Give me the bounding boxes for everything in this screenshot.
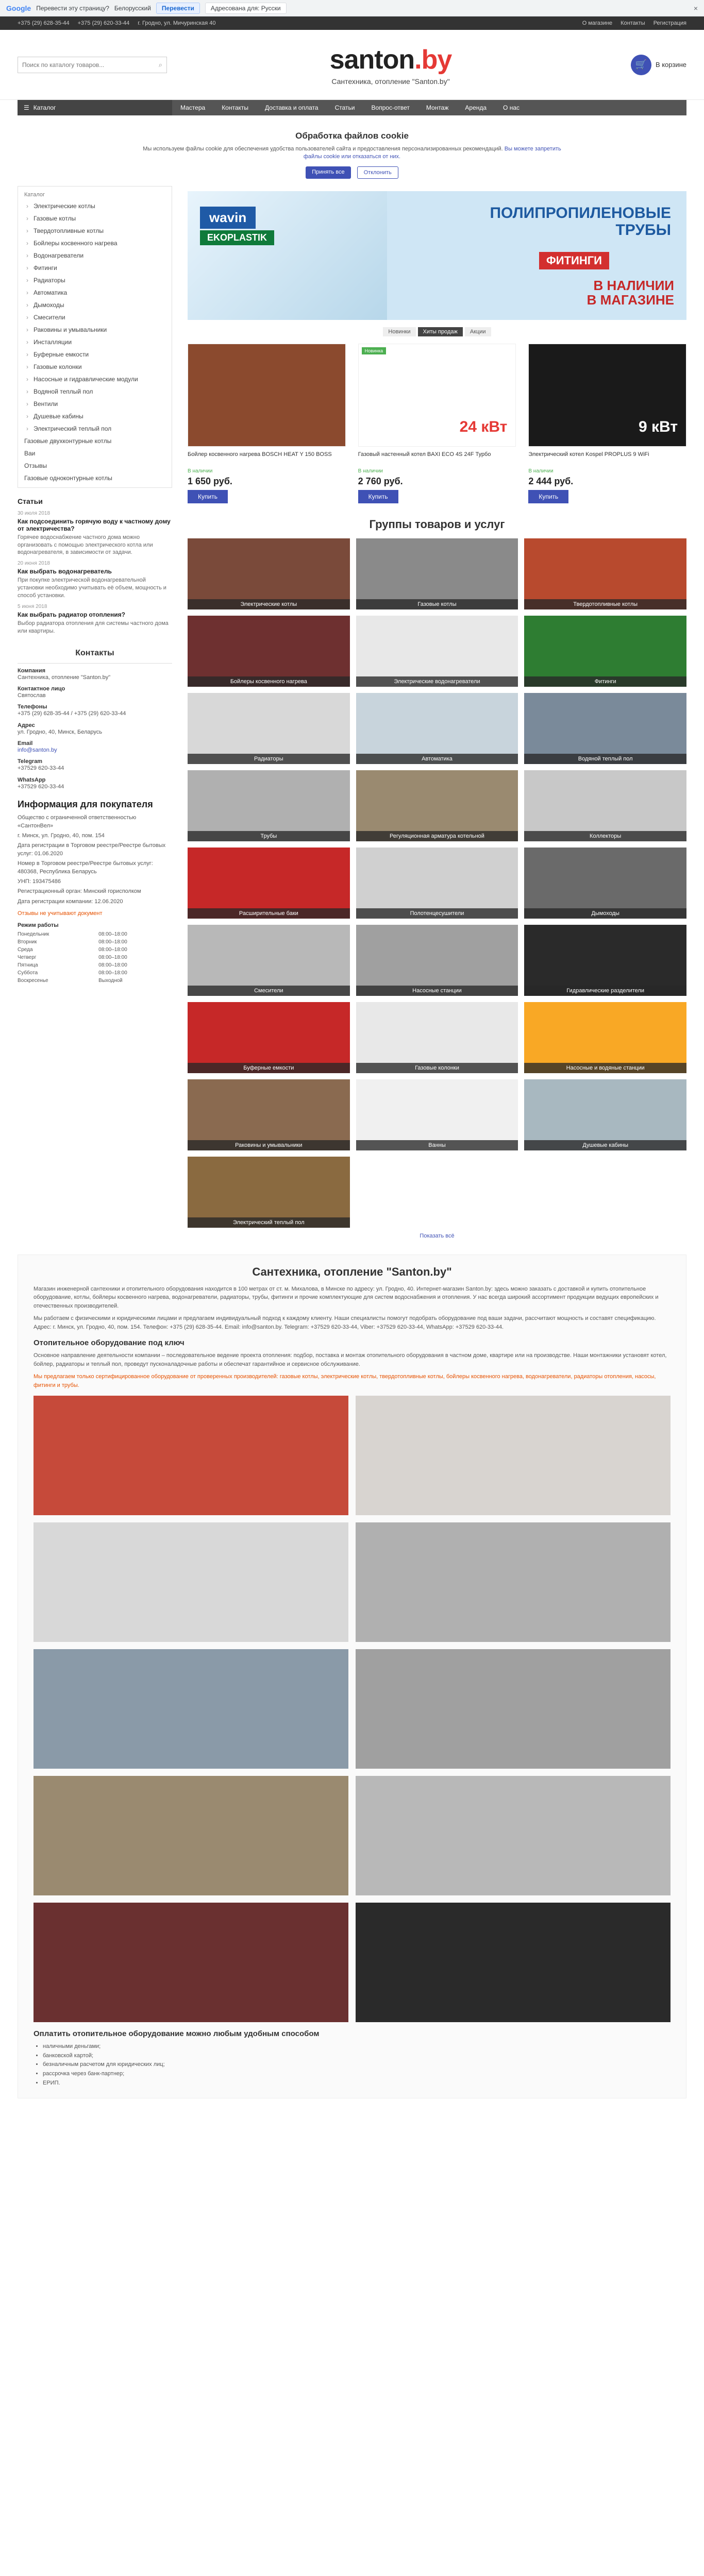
site-logo[interactable]: santon.by [329,44,452,75]
nav-item-installation[interactable]: Монтаж [426,104,449,111]
nav-item-delivery[interactable]: Доставка и оплата [265,104,319,111]
group-label[interactable]: Насосные станции [356,986,518,996]
translate-lang-from[interactable]: Белорусский [114,4,151,12]
group-label[interactable]: Трубы [188,831,350,841]
hours-time: 08:00–18:00 [98,946,127,953]
hours-day: Воскресенье [18,977,48,984]
group-label[interactable]: Насосные и водяные станции [524,1063,686,1073]
article-paragraph-4: Мы предлагаем только сертифицированное оборудование от проверенных производителей: газовые котлы, электрические котлы, твердотопливные котлы, бойлеры косвенного нагрева, водонагреватели, радиаторы отопления, насосы, фитинги и трубы. [33,1374,656,1388]
sidebar-item[interactable]: Газовые одноконтурные котлы [24,474,112,482]
product-price: 2 444 руб. [528,476,574,486]
sidebar-item[interactable]: Газовые двухконтурные котлы [24,437,112,445]
group-tile[interactable] [524,770,686,841]
translate-always-button[interactable]: Адресована для: Русски [205,3,287,14]
group-tile[interactable] [356,693,518,764]
sidebar-item[interactable]: › Электрический теплый пол [18,422,172,435]
info-line: г. Минск, ул. Гродно, 40, пом. 154 [18,833,105,839]
nav-item-faq[interactable]: Вопрос-ответ [371,104,410,111]
sidebar-item[interactable]: › Радиаторы [18,274,172,286]
store-photo [33,1522,348,1642]
group-tile[interactable] [524,1079,686,1150]
group-label[interactable]: Дымоходы [524,908,686,919]
contacts-list [18,668,172,791]
store-photo [33,1396,348,1515]
hours-day: Среда [18,946,33,953]
group-tile[interactable] [356,1002,518,1073]
article-excerpt: При покупке электрической водонагревательной установки необходимо учитывать её объем, мощность и способ установки. [18,577,166,599]
contact-label: Контактное лицо [18,685,65,692]
group-tile[interactable] [188,1002,350,1073]
groups-title: Группы товаров и услуг [369,517,505,531]
search-input[interactable] [22,61,156,69]
translate-button[interactable]: Перевести [156,3,200,14]
warranty-note: Отзывы не учитывают документ [18,910,103,917]
group-tile[interactable] [188,1079,350,1150]
article-paragraph-1: Магазин инженерной сантехники и отопительного оборудования находится в 100 метрах от ст. м. Михалова, в Минске по адресу: ул. Гродно, 40. Интернет-магазин Santon.by: здесь можно заказать с доставкой и купить отопительное оборудование, котлы, бойлеры косвенного нагрева, водонагреватели, радиаторы, трубы, фитинги и прочие комплектующие для систем водоснабжения и отопления. У нас всегда широкий ассортимент продукции ведущих европейских и отечественных производителей. [33,1285,659,1309]
nav-item-articles[interactable]: Статьи [334,104,355,111]
group-label[interactable]: Электрический теплый пол [188,1217,350,1228]
hours-day: Четверг [18,954,37,960]
payment-method: • наличными деньгами; [43,2042,671,2052]
banner-stock: В НАЛИЧИИ В МАГАЗИНЕ [586,277,674,308]
hours-time: 08:00–18:00 [98,954,127,960]
sidebar-item[interactable]: › Автоматика [18,286,172,299]
close-icon[interactable]: × [693,4,698,12]
hours-title: Режим работы [18,922,59,928]
product-badge: Новинка [362,347,386,354]
contact-label: Email [18,740,33,747]
group-label[interactable]: Полотенцесушители [356,908,518,919]
group-label[interactable]: Электрические водонагреватели [356,676,518,687]
sidebar-item[interactable]: › Газовые колонки [18,361,172,373]
group-tile[interactable] [524,616,686,687]
hours-row [18,977,172,985]
sidebar-item[interactable]: › Водяной теплый пол [18,385,172,398]
product-price: 1 650 руб. [188,476,232,486]
articles-title: Статьи [18,497,43,505]
hours-day: Понедельник [18,931,49,937]
translate-prompt: Перевести эту страницу? [36,4,109,12]
contact-label: Адрес [18,722,35,728]
cart-icon[interactable]: 🛒 [631,55,651,75]
group-tile[interactable] [356,616,518,687]
nav-item-rent[interactable]: Аренда [465,104,487,111]
group-tile[interactable] [188,538,350,609]
group-label[interactable]: Газовые котлы [356,599,518,609]
hours-table [18,930,172,985]
search-icon[interactable]: ⌕ [158,60,162,69]
group-tile[interactable] [356,770,518,841]
sidebar-item[interactable]: › Фитинги [18,262,172,274]
top-link-contacts[interactable]: Контакты [621,20,645,26]
phone-1[interactable]: +375 (29) 628-35-44 [18,20,70,26]
promo-banner[interactable] [188,191,686,320]
products-tabs [188,327,686,336]
sidebar-catalog [18,186,172,488]
contacts-title: Контакты [18,643,172,664]
product-name[interactable]: Бойлер косвенного нагрева BOSCH HEAT Y 150 BOSS [188,451,332,457]
product-availability: В наличии [188,468,213,474]
cart[interactable] [614,55,686,75]
article-date: 20 июня 2018 [18,561,50,567]
top-bar [0,16,704,30]
sidebar-item[interactable]: › Смесители [18,311,172,324]
sidebar-item[interactable]: › Бойлеры косвенного нагрева [18,237,172,249]
article-date: 5 июня 2018 [18,603,47,609]
nav-catalog-button[interactable]: ☰ Каталог [18,100,172,115]
sidebar-heading: Каталог [24,191,45,198]
group-tile[interactable] [188,693,350,764]
main-content [188,186,686,1239]
menu-icon: ☰ [24,104,29,111]
store-photo [356,1776,671,1895]
group-tile[interactable] [524,1002,686,1073]
hours-day: Вторник [18,939,37,945]
cookie-reject-button[interactable]: Отклонить [357,166,398,179]
store-photo [356,1396,671,1515]
group-tile[interactable] [188,925,350,996]
buy-button[interactable]: Купить [188,490,228,503]
sidebar-item[interactable]: › Душевые кабины [18,410,172,422]
nav-item-masters[interactable]: Мастера [180,104,206,111]
group-tile[interactable] [188,616,350,687]
contact-value: +375 (29) 628-35-44 / +375 (29) 620-33-44 [18,710,126,717]
logo-wrap [167,44,614,86]
group-label[interactable]: Твердотопливные котлы [524,599,686,609]
store-photo [33,1903,348,2022]
group-label[interactable]: Регуляционная арматура котельной [356,831,518,841]
content-layout [0,186,704,1239]
contact-label: Компания [18,667,46,674]
cart-label: В корзине [655,61,686,69]
contact-value: Святослав [18,692,46,699]
group-label[interactable]: Радиаторы [188,754,350,764]
group-label[interactable]: Душевые кабины [524,1140,686,1150]
payment-method: • рассрочка через банк-партнер; [43,2070,671,2079]
translate-bar [0,0,704,16]
sidebar-item[interactable]: › Насосные и гидравлические модули [18,373,172,385]
info-line: Общество с ограниченной ответственностью «СантонВел» [18,815,137,829]
product-availability: В наличии [358,468,383,474]
group-label[interactable]: Газовые колонки [356,1063,518,1073]
info-list [18,814,172,906]
phone-2[interactable]: +375 (29) 620-33-44 [77,20,130,26]
hours-row [18,954,172,961]
groups-grid [188,538,686,1228]
article-date: 30 июля 2018 [18,510,51,516]
group-tile[interactable] [188,770,350,841]
tab-new[interactable]: Новинки [383,327,415,336]
info-line: Дата регистрации компании: 12.06.2020 [18,898,123,905]
site-header [0,30,704,100]
contact-label: Telegram [18,758,43,765]
nav-item-about[interactable]: О нас [503,104,520,111]
search-box [18,57,167,73]
show-all-link[interactable]: Показать всё [420,1232,455,1239]
group-tile[interactable] [356,1079,518,1150]
group-tile[interactable] [356,538,518,609]
info-line: Номер в Торговом реестре/Реестре бытовых услуг: 480368, Республика Беларусь [18,860,153,875]
article-paragraph-3: Основное направление деятельности компании – последовательное ведение проекта отопления: подбор, поставка и монтаж отопительного оборудования в частном доме, квартире или на производстве. Наши монтажники установят котел, бойлер, радиаторы и теплый пол, проведут пусконаладочные работы и обеспечат гарантийное и сервисное обслуживание. [33,1352,667,1367]
sidebar-item[interactable]: › Дымоходы [18,299,172,311]
about-article [18,1255,686,2098]
group-label[interactable]: Ванны [356,1140,518,1150]
info-line: Дата регистрации в Торговом реестре/Реестре бытовых услуг: 01.06.2020 [18,842,166,857]
group-label[interactable]: Фитинги [524,676,686,687]
product-card[interactable] [528,344,686,503]
group-label[interactable]: Автоматика [356,754,518,764]
top-address: г. Гродно, ул. Мичуринская 40 [138,20,216,26]
buy-button[interactable]: Купить [358,490,398,503]
article-link[interactable]: Как выбрать радиатор отопления? [18,611,125,618]
sidebar [18,186,172,1239]
sidebar-item[interactable]: › Твердотопливные котлы [18,225,172,237]
product-image-text: 9 кВт [639,418,678,435]
product-name[interactable]: Электрический котел Kospel PROPLUS 9 WiFi [528,451,649,457]
store-photo [356,1903,671,2022]
banner-title: ПОЛИПРОПИЛЕНОВЫЕ ТРУБЫ [490,204,671,239]
product-image[interactable] [528,344,686,447]
hours-row [18,946,172,954]
banner-brand-wavin: wavin [200,207,256,229]
hours-row [18,938,172,946]
product-image-text: 24 кВт [459,418,508,435]
group-tile[interactable] [188,1157,350,1228]
cookie-accept-button[interactable]: Принять все [306,166,350,179]
buy-button[interactable]: Купить [528,490,568,503]
hours-time: 08:00–18:00 [98,931,127,937]
sidebar-item[interactable]: Отзывы [24,462,47,469]
banner-fittings: ФИТИНГИ [539,252,609,269]
hours-time: 08:00–18:00 [98,970,127,976]
article-paragraph-2: Мы работаем с физическими и юридическими лицами и предлагаем индивидуальный подход к каждому клиенту. Наши специалисты помогут подобрать оборудование под ваши задачи, рассчитают мощность и составят спецификацию. Адрес: г. Минск, ул. Гродно, 40, пом. 154. Телефон: +375 (29) 628-35-44. Email: info@santon.by. Telegram: +37529 620-33-44, Viber: +37529 620-33-44, WhatsApp: +37529 620-33-44. [33,1315,656,1330]
top-link-register[interactable]: Регистрация [653,20,686,26]
hours-row [18,961,172,969]
article-subtitle-1: Отопительное оборудование под ключ [33,1338,185,1348]
article-link[interactable]: Как выбрать водонагреватель [18,568,112,575]
contact-value: ул. Гродно, 40, Минск, Беларусь [18,728,103,735]
product-card[interactable] [358,344,516,503]
article-excerpt: Выбор радиатора отопления для системы частного дома или квартиры. [18,620,169,634]
group-tile[interactable] [356,925,518,996]
store-photo [33,1649,348,1769]
sidebar-item[interactable]: › Вентили [18,398,172,410]
sidebar-item[interactable]: › Электрические котлы [18,200,172,212]
group-label[interactable]: Раковины и умывальники [188,1140,350,1150]
nav-item-contacts[interactable]: Контакты [222,104,249,111]
hours-day: Суббота [18,970,38,976]
contact-label: WhatsApp [18,776,46,783]
banner-brand-ekoplastik: EKOPLASTIK [200,230,274,245]
group-label[interactable]: Бойлеры косвенного нагрева [188,676,350,687]
hours-day: Пятница [18,962,38,968]
sidebar-item[interactable]: › Газовые котлы [18,212,172,225]
payment-list [43,2042,671,2088]
group-tile[interactable] [356,848,518,919]
sidebar-item[interactable]: › Раковины и умывальники [18,324,172,336]
group-label[interactable]: Водяной теплый пол [524,754,686,764]
site-tagline: Сантехника, отопление "Santon.by" [331,77,450,86]
main-nav [18,100,686,115]
product-list [188,344,686,503]
payment-method: • банковской картой; [43,2052,671,2061]
group-label[interactable]: Коллекторы [524,831,686,841]
hours-row [18,969,172,977]
cookie-link[interactable]: Вы можете запретить файлы cookie или отказаться от них. [303,146,561,160]
tab-sales[interactable]: Акции [465,327,491,336]
info-line: Регистрационный орган: Минский горисполком [18,888,141,895]
google-logo: Google [6,4,31,12]
photo-grid [33,1396,671,2022]
group-label[interactable]: Смесители [188,986,350,996]
product-card[interactable] [188,344,346,503]
group-tile[interactable] [188,848,350,919]
article-excerpt: Горячее водоснабжение частного дома можно организовать с помощью электрического котла или водонагревателя, в зависимости от задачи. [18,534,153,556]
group-label[interactable]: Электрические котлы [188,599,350,609]
hours-time: Выходной [98,977,123,984]
article-link[interactable]: Как подсоединить горячую воду к частному дому от электричества? [18,517,171,532]
sidebar-item[interactable]: Ваи [24,449,36,457]
product-price: 2 760 руб. [358,476,403,486]
contact-value[interactable]: info@santon.by [18,747,57,754]
sidebar-item[interactable]: › Водонагреватели [18,249,172,262]
group-label[interactable]: Гидравлические разделители [524,986,686,996]
group-label[interactable]: Расширительные баки [188,908,350,919]
articles-list [18,511,172,635]
info-title: Информация для покупателя [18,799,153,810]
article-subtitle-2: Оплатить отопительное оборудование можно любым удобным способом [33,2029,320,2039]
product-image[interactable] [358,344,516,447]
tab-hits[interactable]: Хиты продаж [418,327,463,336]
product-name[interactable]: Газовый настенный котел BAXI ECO 4S 24F Турбо [358,451,491,457]
payment-method: • ЕРИП. [43,2079,671,2088]
store-photo [33,1776,348,1895]
contact-value: +37529 620-33-44 [18,783,64,790]
store-photo [356,1649,671,1769]
top-link-about[interactable]: О магазине [582,20,613,26]
group-tile[interactable] [524,848,686,919]
info-line: УНП: 193475486 [18,878,61,885]
contact-value: Сантехника, отопление "Santon.by" [18,674,111,681]
product-image[interactable] [188,344,346,447]
group-tile[interactable] [524,538,686,609]
store-photo [356,1522,671,1642]
payment-method: • безналичным расчетом для юридических лиц; [43,2060,671,2070]
contact-value: +37529 620-33-44 [18,765,64,772]
article-title: Сантехника, отопление "Santon.by" [252,1265,452,1278]
sidebar-item[interactable]: › Буферные емкости [18,348,172,361]
sidebar-item[interactable]: › Инсталляции [18,336,172,348]
product-availability: В наличии [528,468,554,474]
group-tile[interactable] [524,925,686,996]
group-tile[interactable] [524,693,686,764]
cookie-text: Мы используем файлы cookie для обеспечения удобства пользователей сайта и предоставления персонализированных рекомендаций. Вы можете запретить файлы cookie или отказаться от них. [143,146,561,160]
cookie-title: Обработка файлов cookie [295,131,409,141]
hours-time: 08:00–18:00 [98,962,127,968]
cookie-notice [18,124,686,186]
group-label[interactable]: Буферные емкости [188,1063,350,1073]
hours-row [18,930,172,938]
contact-label: Телефоны [18,704,47,710]
hours-time: 08:00–18:00 [98,939,127,945]
